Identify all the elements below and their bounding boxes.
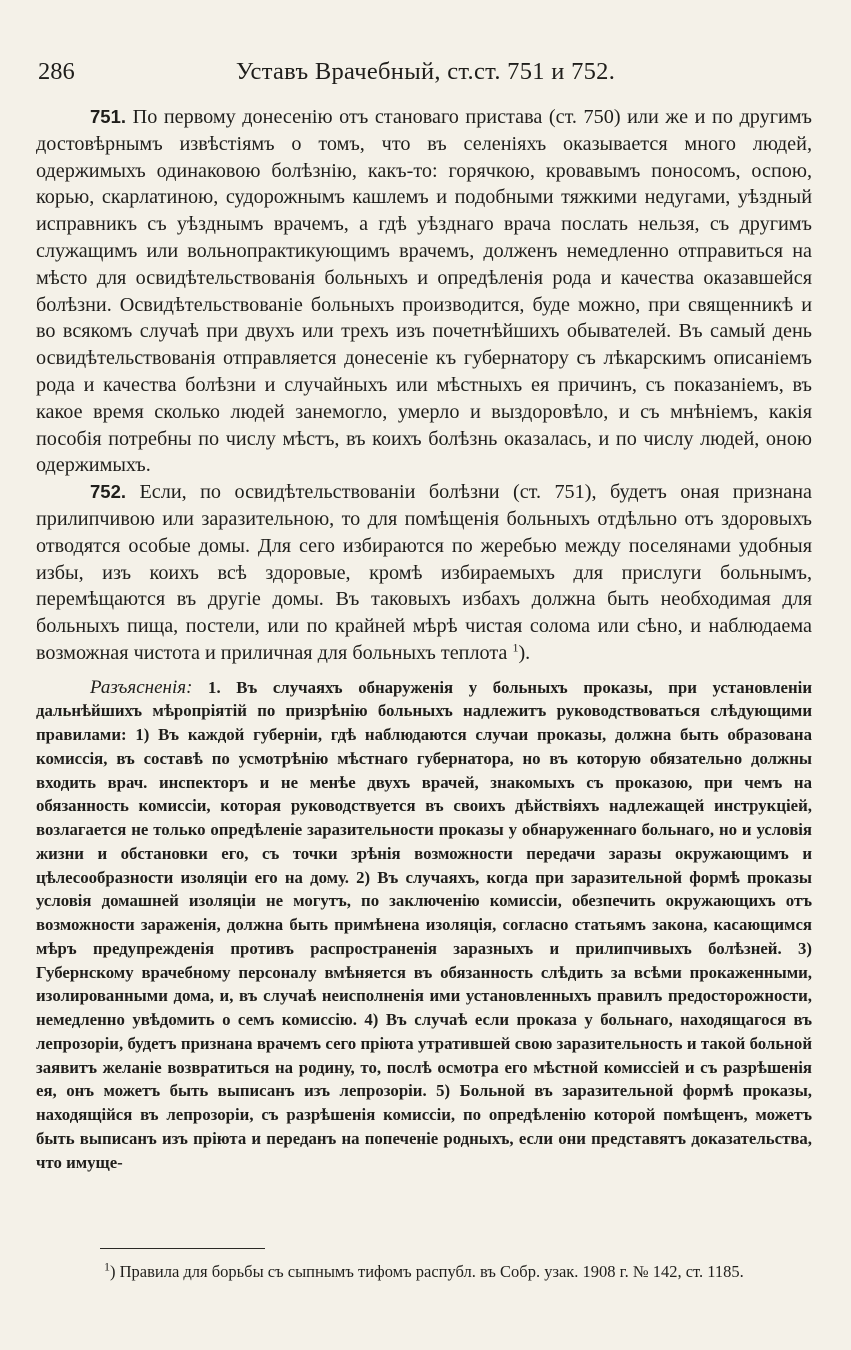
footnote-reference[interactable]: 1 [512, 640, 519, 655]
article-text: По первому донесенію отъ становаго пристава (ст. 750) или же и по другимъ достовѣрнымъ извѣстіямъ о томъ, что въ селеніяхъ оказывается много людей, одержимыхъ одинаковою болѣзнію, какъ-то: горячкою, кровавымъ поносомъ, оспою, корью, скарлатиною, судорожнымъ кашлемъ и подобными тяжкими недугами, уѣздный исправникъ съ уѣзднымъ врачемъ, а гдѣ уѣзднаго врача послать нельзя, съ другимъ служащимъ или вольнопрактикующимъ врачемъ, долженъ немедленно отправиться на мѣсто для освидѣтельствованія больныхъ и опредѣленія рода и качества оказавшейся болѣзни. Освидѣтельствованіе больныхъ производится, буде можно, при священникѣ и во всякомъ случаѣ при двухъ или трехъ изъ почетнѣйшихъ обывателей. Въ самый день освидѣтельствованія отправляется донесеніе къ губернатору съ лѣкарскимъ описаніемъ рода и качества болѣзни и случайныхъ или мѣстныхъ ея причинъ, съ показаніемъ, въ какое время сколько людей занемогло, умерло и выздоровѣло, и съ мнѣніемъ, какія пособія потребны по числу мѣстъ, въ коихъ болѣзнь оказалась, и по числу людей, оною одержимыхъ. [36, 106, 812, 477]
running-head: Уставъ Врачебный, ст.ст. 751 и 752. [235, 58, 616, 85]
footnote [36, 1260, 812, 1283]
article-number: 751. [90, 106, 127, 127]
footnote-divider [100, 1248, 265, 1249]
article-number: 752. [90, 481, 127, 503]
explanation-label: Разъясненія: [90, 676, 193, 698]
article-text: Если, по освидѣтельствованіи болѣзни (ст. 751), будетъ оная признана прилипчивою или заразительною, то для помѣщенія больныхъ отдѣльно отъ здоровыхъ отводятся особые домы. Для сего избираются по жеребью между поселянами удобныя избы, изъ коихъ всѣ здоровые, кромѣ избираемыхъ для прислуги больнымъ, перемѣщаются въ другіе домы. Въ таковыхъ избахъ должна быть необходимая для больныхъ пища, постели, или по крайней мѣрѣ чистая солома или сѣно, и наблюдаема возможная чистота и приличная для больныхъ теплота [36, 481, 812, 664]
page-number: 286 [38, 58, 75, 85]
explanation-text: 1. Въ случаяхъ обнаруженія у больныхъ проказы, при установленіи дальнѣйшихъ мѣропріятій по призрѣнію больныхъ надлежитъ руководствоваться слѣдующими правилами: 1) Въ каждой губерніи, гдѣ наблюдаются случаи проказы, должна быть образована комиссія, въ составѣ по усмотрѣнію мѣстнаго губернатора, но въ которую обязательно должны входить врач. инспекторъ и не менѣе двухъ врачей, знакомыхъ съ проказою, при чемъ на обязанность комиссіи, которая руководствуется въ своихъ дѣйствіяхъ надлежащей инструкціей, возлагается не только опредѣленіе заразительности проказы у обнаруженнаго больнаго, но и условія жизни и обстановки его, съ точки зрѣнія возможности передачи заразы окружающимъ и цѣлесообразности изоляціи его на дому. 2) Въ случаяхъ, когда при заразительной формѣ проказы условія домашней изоляціи не могутъ, по заключенію комиссіи, обезпечить окружающихъ отъ возможности зараженія, должна быть примѣнена изоляція, согласно статьямъ закона, касающимся мѣръ предупрежденія противъ распространенія заразныхъ и прилипчивыхъ болѣзней. 3) Губернскому врачебному персоналу вмѣняется въ обязанность слѣдить за всѣми прокаженными, изолированными дома, и, въ случаѣ неисполненія ими установленныхъ правилъ предосторожности, немедленно увѣдомить о семъ комиссію. 4) Въ случаѣ если проказа у больнаго, находящагося въ лепрозоріи, будетъ признана врачемъ сего пріюта утратившей свою заразительность и такой больной заявитъ желаніе возвратиться на родину, то, послѣ осмотра его мѣстной комиссіей и съ разрѣшенія ея, онъ можетъ быть выписанъ изъ лепрозоріи. 5) Больной въ заразительной формѣ проказы, находящійся въ лепрозоріи, съ разрѣшенія комиссіи, по опредѣленію которой помѣщенъ, можетъ быть выписанъ изъ пріюта и переданъ на попеченіе родныхъ, если они представятъ доказательства, что имуще- [36, 677, 813, 1172]
article-text-end: ). [518, 641, 531, 664]
footnote-mark: 1 [104, 1259, 110, 1274]
footnote-text: ) Правила для борьбы съ сыпнымъ тифомъ распубл. въ Собр. узак. 1908 г. № 142, ст. 1185. [110, 1262, 744, 1281]
explanation-block [36, 676, 812, 1175]
page-body [36, 104, 812, 1174]
page-header [36, 48, 815, 92]
article-751 [36, 104, 812, 479]
article-752 [36, 479, 812, 667]
